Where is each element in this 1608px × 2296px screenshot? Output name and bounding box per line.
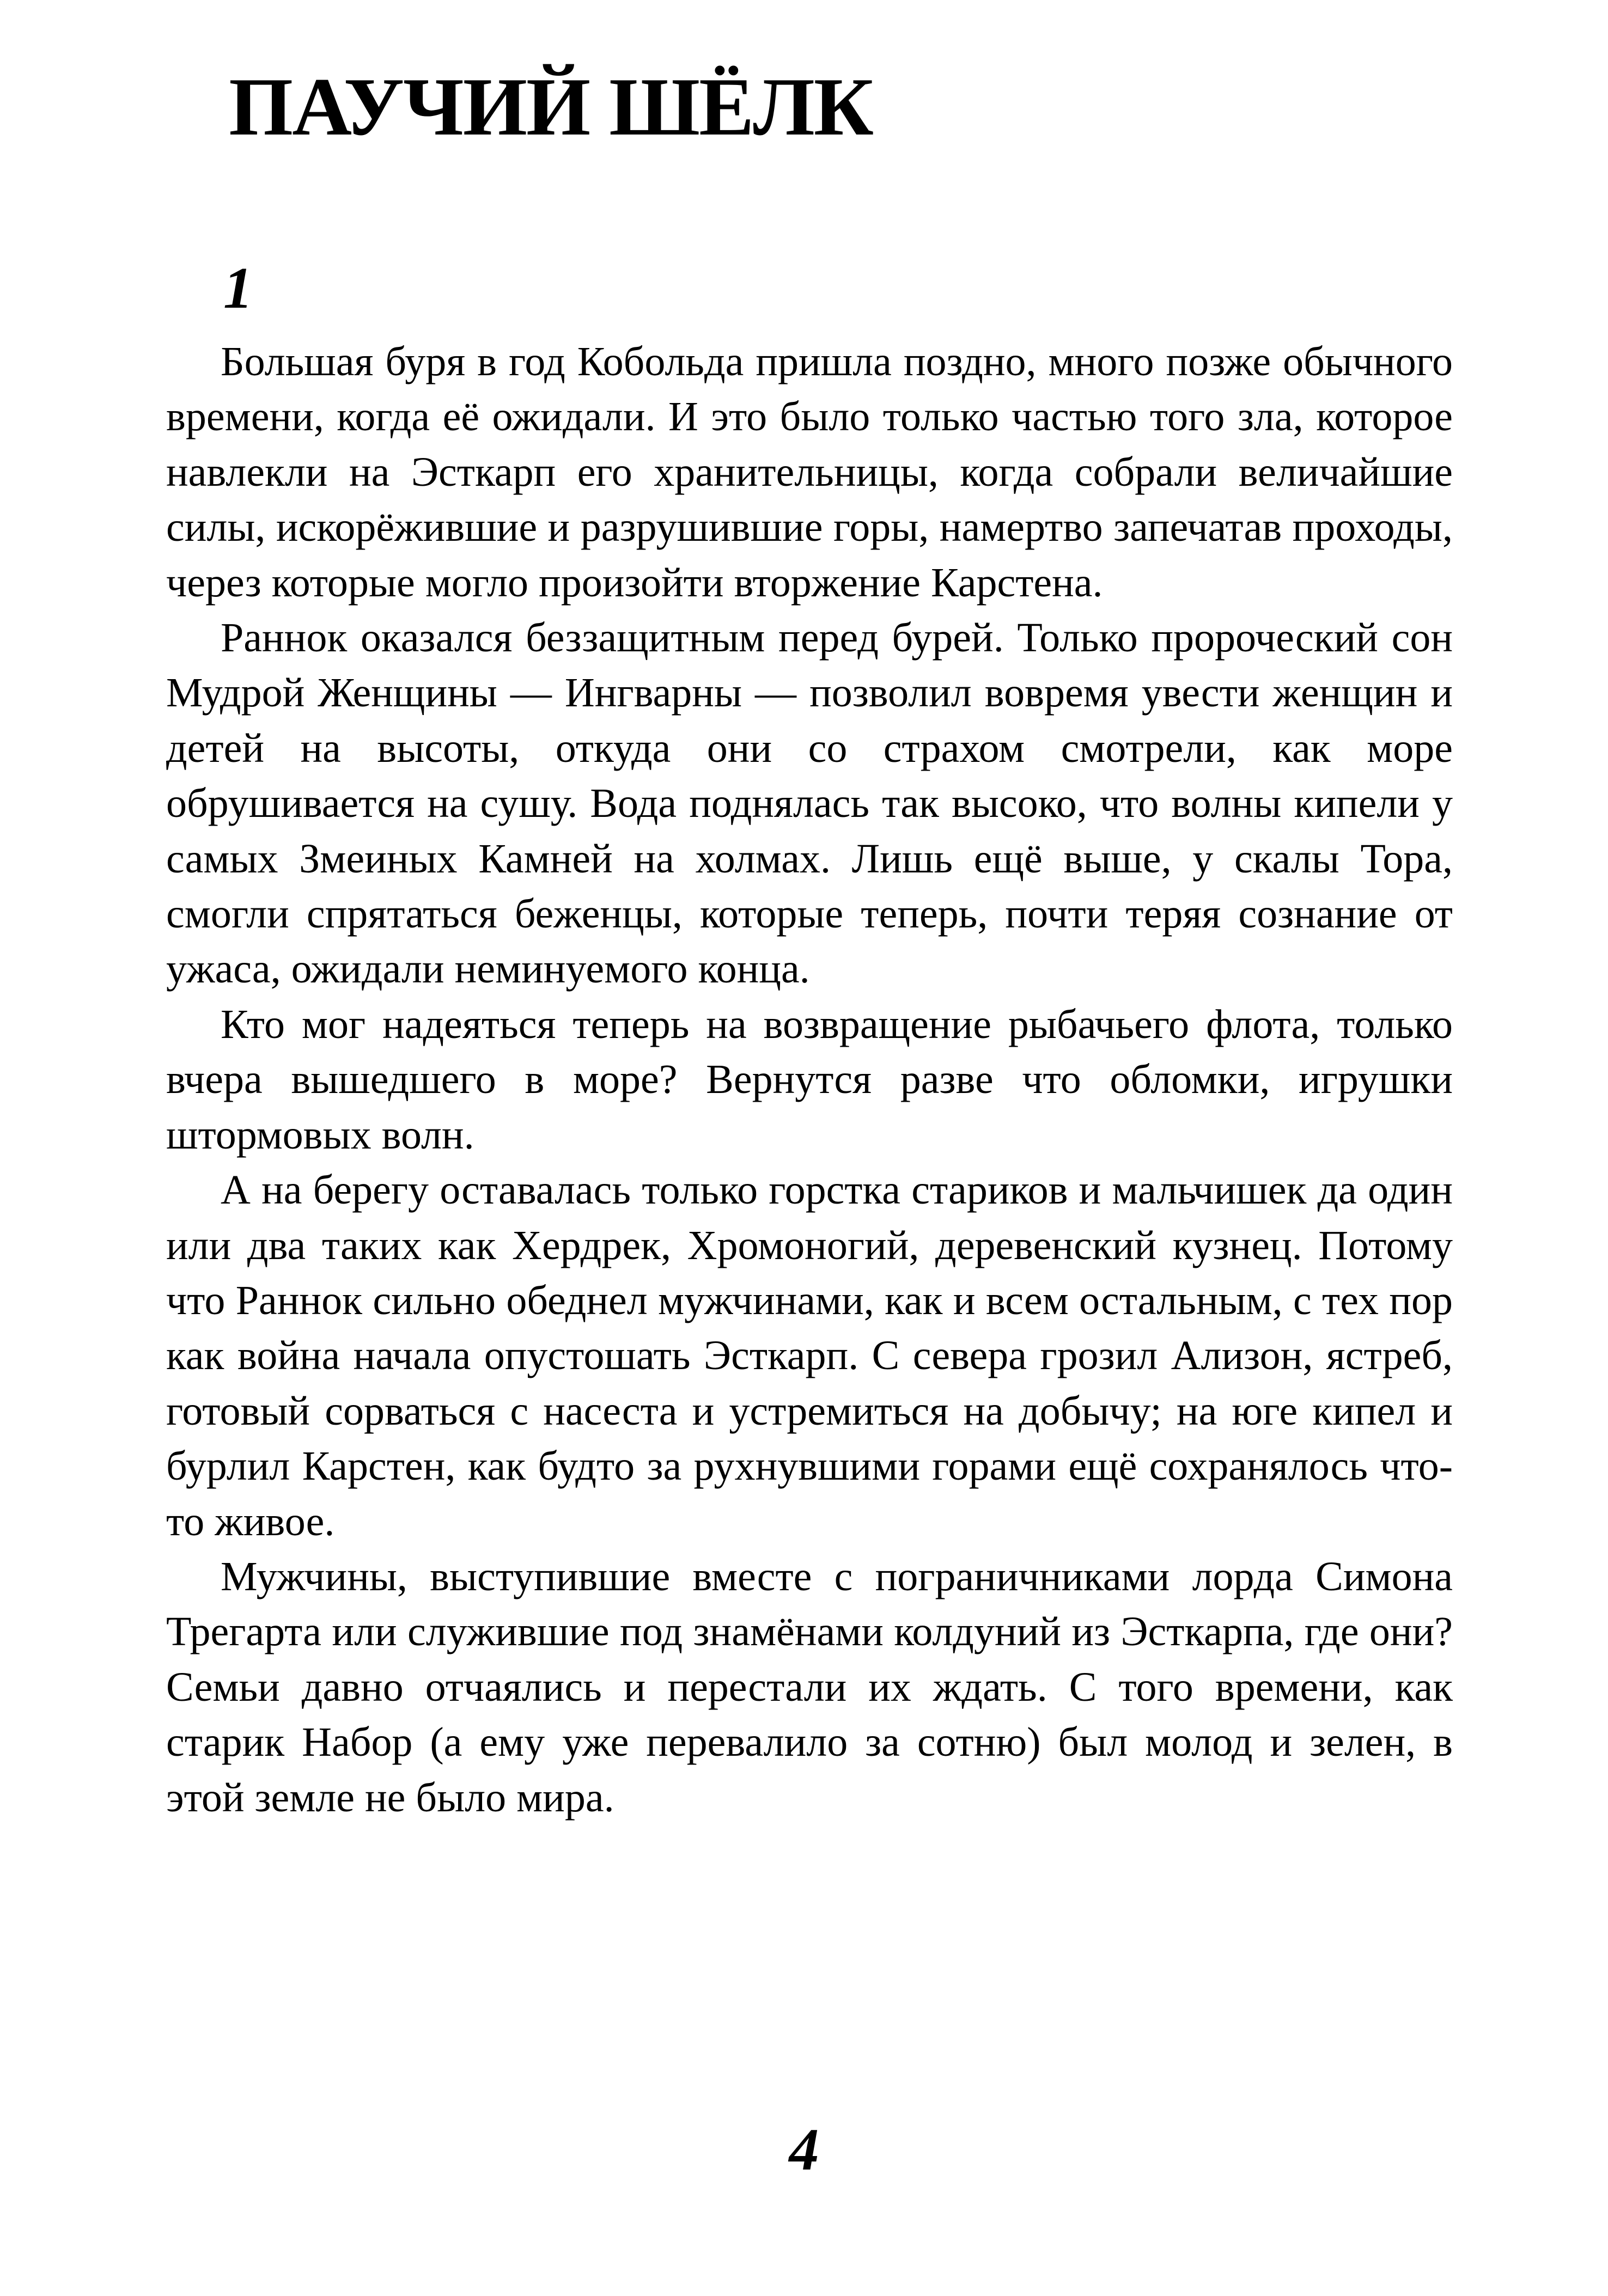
paragraph-4: А на берегу оставалась только горстка стариков и мальчишек да один или два таких как Хердрек, Хромоногий, деревенский кузнец. Потому что Раннок сильно обеднел мужчинами, как и всем остальным, с тех пор как война начала опустошать Эсткарп. С севера грозил Ализон, ястреб, готовый сорваться с насеста и устремиться на добычу; на юге кипел и бурлил Карстен, как будто за рухнувшими горами ещё сохранялось что-то живое. [166, 1167, 1453, 1544]
body-text [166, 334, 1453, 1825]
chapter-number: 1 [223, 256, 253, 321]
story-title: ПАУЧИЙ ШЁЛК [229, 61, 873, 152]
paragraph-3: Кто мог надеяться теперь на возвращение рыбачьего флота, только вчера вышедшего в море? Вернутся разве что обломки, игрушки штормовых волн. [166, 1001, 1453, 1158]
page-number: 4 [789, 2116, 819, 2183]
paragraph-1: Большая буря в год Кобольда пришла поздно, много позже обычного времени, когда её ожидали. И это было только частью того зла, которое навлекли на Эсткарп его хранительницы, когда собрали величайшие силы, искорёжившие и разрушившие горы, намертво запечатав проходы, через которые могло произойти вторжение Карстена. [166, 339, 1453, 606]
paragraph-5: Мужчины, выступившие вместе с пограничниками лорда Симона Трегарта или служившие под знамёнами колдуний из Эсткарпа, где они? Семьи давно отчаялись и перестали их ждать. С того времени, как старик Набор (а ему уже перевалило за сотню) был молод и зелен, в этой земле не было мира. [166, 1553, 1453, 1821]
paragraph-2: Раннок оказался беззащитным перед бурей. Только пророческий сон Мудрой Женщины — Ингварны — позволил вовремя увести женщин и детей на высоты, откуда они со страхом смотрели, как море обрушивается на сушу. Вода поднялась так высоко, что волны кипели у самых Змеиных Камней на холмах. Лишь ещё выше, у скалы Тора, смогли спрятаться беженцы, которые теперь, почти теряя сознание от ужаса, ожидали неминуемого конца. [166, 615, 1453, 992]
